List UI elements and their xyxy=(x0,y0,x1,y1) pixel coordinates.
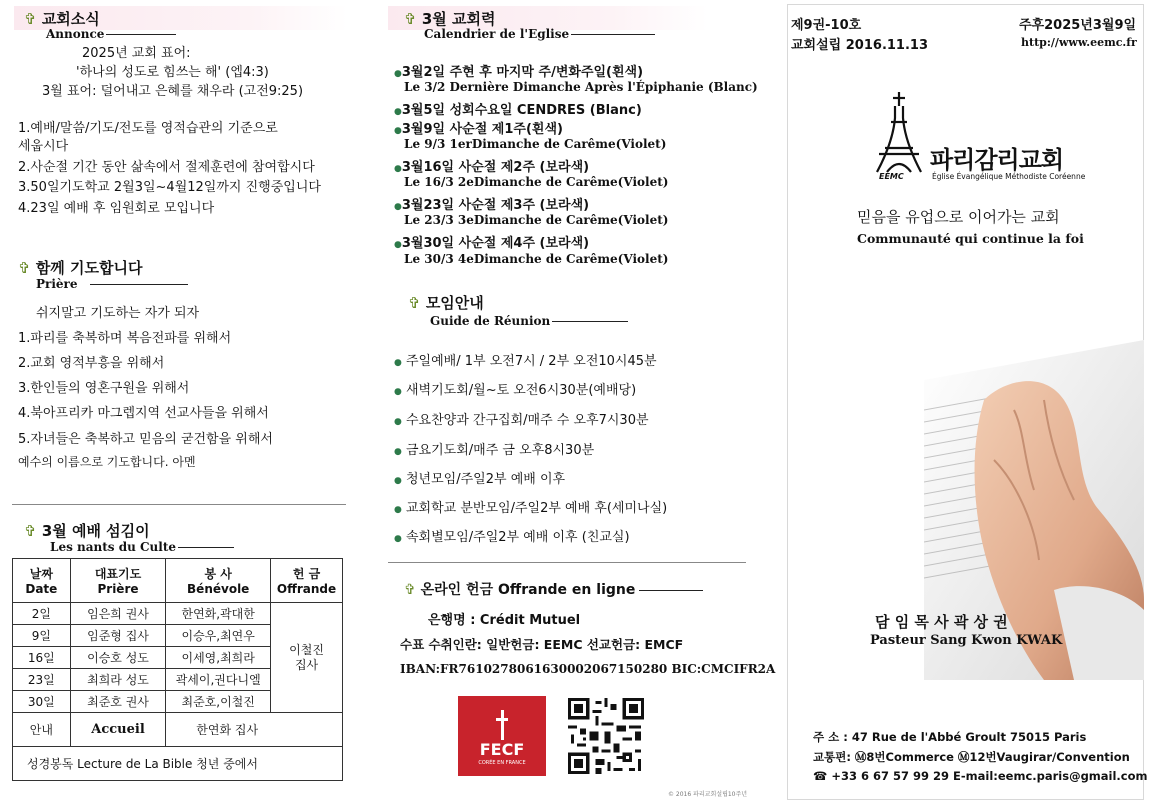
calendar-subtitle: Calendrier de l'Eglise xyxy=(424,27,655,41)
meetings-title: ✞ 모임안내 xyxy=(408,294,484,312)
prayer-item: 1.파리를 축복하며 복음전파를 위해서 xyxy=(18,331,232,346)
volume-number: 제9권-10호 xyxy=(791,18,862,33)
cell-guide-name: 한연화 집사 xyxy=(166,713,343,747)
calendar-item-fr: Le 23/3 3eDimanche de Carême(Violet) xyxy=(404,213,669,227)
table-row-guide xyxy=(13,713,343,747)
copyright: © 2016 파리교회설립10주년 xyxy=(668,791,748,798)
prayer-item: 2.교회 영적부흥을 위해서 xyxy=(18,356,165,371)
fecf-logo xyxy=(458,696,546,776)
news-item: 1.예배/말씀/기도/전도를 영적습관의 기준으로 xyxy=(18,121,278,136)
website: http://www.eemc.fr xyxy=(1021,36,1137,49)
calendar-item-fr: Le 9/3 1erDimanche de Carême(Violet) xyxy=(404,137,667,151)
header-volunteer: 봉 사 Bénévole xyxy=(166,559,271,603)
cell-volunteer: 이세영,최희라 xyxy=(166,647,271,669)
address: 주 소 : 47 Rue de l'Abbé Groult 75015 Paris xyxy=(813,730,1087,744)
prayer-item: 4.북아프리카 마그렙지역 선교사들을 위해서 xyxy=(18,406,269,421)
calendar-item: ●3월16일 사순절 제2주 (보라색) xyxy=(394,160,590,175)
header-prayer: 대표기도 Prière xyxy=(70,559,166,603)
cell-volunteer: 곽세이,권다니엘 xyxy=(166,669,271,691)
bullet-icon: ● xyxy=(394,476,402,486)
cell-date: 23일 xyxy=(13,669,71,691)
news-item: 2.사순절 기간 동안 삶속에서 절제훈련에 참여합시다 xyxy=(18,160,315,175)
meeting-item: ● 교회학교 분반모임/주일2부 예배 후(세미나실) xyxy=(394,501,668,516)
prayer-closing: 예수의 이름으로 기도합니다. 아멘 xyxy=(18,455,196,469)
meeting-item: ● 금요기도회/매주 금 오후8시30분 xyxy=(394,443,595,458)
bullet-icon: ● xyxy=(394,534,402,544)
bullet-icon: ● xyxy=(394,202,402,212)
bullet-icon: ● xyxy=(394,358,402,368)
cell-volunteer: 이승우,최연우 xyxy=(166,625,271,647)
bank-name: 은행명 : Crédit Mutuel xyxy=(428,613,581,628)
cross-icon: ✞ xyxy=(18,259,31,277)
cell-prayer: 임준형 집사 xyxy=(70,625,166,647)
bullet-icon: ● xyxy=(394,417,402,427)
divider xyxy=(388,562,746,563)
news-item: 4.23일 예배 후 임원회로 모입니다 xyxy=(18,201,215,216)
cell-prayer: 임은희 권사 xyxy=(70,603,166,625)
iban: IBAN:FR7610278061630002067150280 BIC:CMCIFR2A xyxy=(400,662,776,676)
cross-icon: ✞ xyxy=(408,294,421,312)
prayer-intro: 쉬지말고 기도하는 자가 되자 xyxy=(36,306,200,321)
contact: ☎ +33 6 67 57 99 29 E-mail:eemc.paris@gmail.com xyxy=(813,769,1148,783)
cheque-payee: 수표 수취인란: 일반헌금: EEMC 선교헌금: EMCF xyxy=(400,637,684,652)
news-item: 세웁시다 xyxy=(18,139,69,154)
cell-prayer: 최희라 성도 xyxy=(70,669,166,691)
motto-line-2: '하나의 성도로 힘쓰는 해' (엡4:3) xyxy=(76,65,269,80)
cell-date: 30일 xyxy=(13,691,71,713)
column-calendar xyxy=(378,0,776,810)
cell-prayer: 이승호 성도 xyxy=(70,647,166,669)
motto-line-3: 3월 표어: 덜어내고 은혜를 채우라 (고전9:25) xyxy=(42,84,304,99)
cell-guide-fr: Accueil xyxy=(70,713,166,747)
eemc-mark: EEMC xyxy=(879,172,904,181)
founded-date: 교회설립 2016.11.13 xyxy=(791,38,928,53)
bullet-icon: ● xyxy=(394,505,402,515)
meeting-item: ● 수요찬양과 간구집회/매주 수 오후7시30분 xyxy=(394,413,649,428)
table-row-reading xyxy=(13,747,343,781)
bullet-icon: ● xyxy=(394,164,402,174)
calendar-item-fr: Le 3/2 Dernière Dimanche Après l'Épiphanie (Blanc) xyxy=(404,80,758,94)
servants-title: ✞ 3월 예배 섬김이 xyxy=(24,522,150,540)
calendar-item: ●3월2일 주현 후 마지막 주/변화주일(흰색) xyxy=(394,65,644,80)
meeting-item: ● 새벽기도회/월~토 오전6시30분(예배당) xyxy=(394,383,637,398)
calendar-item: ●3월5일 성회수요일 CENDRES (Blanc) xyxy=(394,103,642,118)
prayer-item: 3.한인들의 영혼구원을 위해서 xyxy=(18,381,190,396)
cross-icon xyxy=(496,710,508,740)
column-cover xyxy=(783,0,1154,810)
slogan-fr: Communauté qui continue la foi xyxy=(857,231,1084,246)
meeting-item: ● 청년모임/주일2부 예배 이후 xyxy=(394,472,566,487)
calendar-item-fr: Le 30/3 4eDimanche de Carême(Violet) xyxy=(404,252,669,266)
cell-volunteer: 한연화,곽대한 xyxy=(166,603,271,625)
cell-offering: 이철진 집사 xyxy=(271,603,343,713)
cell-date: 9일 xyxy=(13,625,71,647)
church-name: 파리감리교회 xyxy=(930,146,1064,174)
fecf-text: FECF xyxy=(479,740,525,759)
calendar-item-fr: Le 16/3 2eDimanche de Carême(Violet) xyxy=(404,175,669,189)
cross-icon: ✞ xyxy=(24,10,37,28)
news-subtitle: Annonce xyxy=(46,27,176,41)
bullet-icon: ● xyxy=(394,240,402,250)
meeting-item: ● 주일예배/ 1부 오전7시 / 2부 오전10시45분 xyxy=(394,354,657,369)
meeting-item: ● 속회별모임/주일2부 예배 이후 (친교실) xyxy=(394,530,630,545)
cell-guide-label: 안내 xyxy=(13,713,71,747)
bullet-icon: ● xyxy=(394,387,402,397)
cell-volunteer: 최준호,이철진 xyxy=(166,691,271,713)
qr-code-icon xyxy=(568,698,644,774)
calendar-item: ●3월23일 사순절 제3주 (보라색) xyxy=(394,198,590,213)
cell-date: 16일 xyxy=(13,647,71,669)
servants-subtitle: Les nants du Culte xyxy=(50,540,234,554)
slogan-ko: 믿음을 유업으로 이어가는 교회 xyxy=(857,208,1060,226)
fecf-caption: CORÉE EN FRANCE xyxy=(478,760,526,766)
cross-icon: ✞ xyxy=(24,522,37,540)
prayer-title: ✞ 함께 기도합니다 xyxy=(18,259,143,277)
column-announcements xyxy=(0,0,360,810)
transport: 교통편: Ⓜ8번Commerce Ⓜ12번Vaugirar/Convention xyxy=(813,750,1130,764)
header-date: 날짜 Date xyxy=(13,559,71,603)
bulletin-date: 주후2025년3월9일 xyxy=(1019,18,1137,33)
cross-icon: ✞ xyxy=(404,582,416,598)
bullet-icon: ● xyxy=(394,126,402,136)
header-offering: 헌 금 Offrande xyxy=(271,559,343,603)
church-name-fr: Église Évangélique Méthodiste Coréenne xyxy=(932,172,1086,181)
calendar-title: ✞ 3월 교회력 xyxy=(404,10,496,28)
motto-line-1: 2025년 교회 표어: xyxy=(82,46,191,61)
meetings-subtitle: Guide de Réunion xyxy=(430,314,628,328)
news-title: ✞ 교회소식 xyxy=(24,10,100,28)
bullet-icon: ● xyxy=(394,69,402,79)
pastor-fr: Pasteur Sang Kwon KWAK xyxy=(870,633,1063,648)
cell-reading: 성경봉독 Lecture de La Bible 청년 중에서 xyxy=(13,747,343,781)
prayer-subtitle: Prière xyxy=(36,277,188,291)
cell-date: 2일 xyxy=(13,603,71,625)
pastor-ko: 담 임 목 사 곽 상 권 xyxy=(875,613,1008,631)
calendar-item: ●3월9일 사순절 제1주(흰색) xyxy=(394,122,563,137)
cell-prayer: 최준호 권사 xyxy=(70,691,166,713)
bullet-icon: ● xyxy=(394,447,402,457)
servants-table xyxy=(12,558,343,781)
bullet-icon: ● xyxy=(394,107,402,117)
offering-title: ✞ 온라인 헌금 Offrande en ligne xyxy=(404,579,703,599)
news-item: 3.50일기도학교 2월3일~4월12일까지 진행중입니다 xyxy=(18,180,321,195)
table-row xyxy=(13,603,343,625)
prayer-item: 5.자녀들은 축복하고 믿음의 굳건함을 위해서 xyxy=(18,432,273,447)
eiffel-tower-logo-icon xyxy=(873,92,925,184)
table-header-row xyxy=(13,559,343,603)
divider xyxy=(12,504,346,505)
cross-icon: ✞ xyxy=(404,10,417,28)
calendar-item: ●3월30일 사순절 제4주 (보라색) xyxy=(394,236,590,251)
